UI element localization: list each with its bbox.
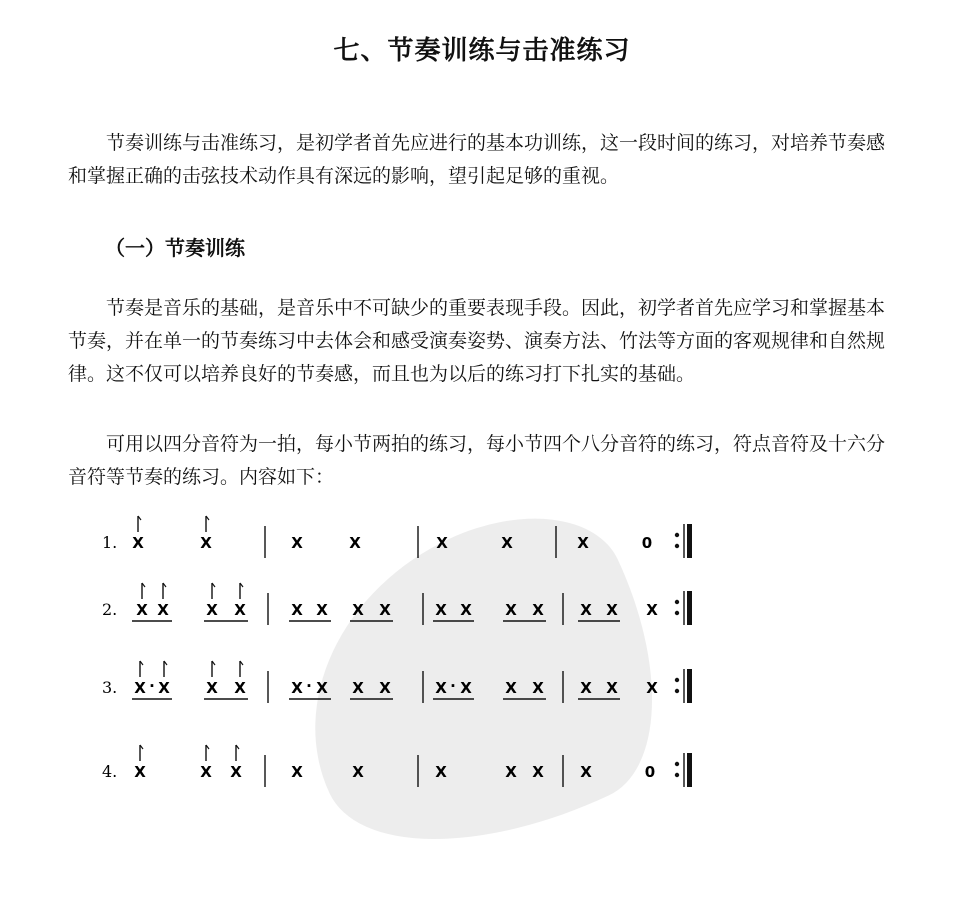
basis-paragraph: 节奏是音乐的基础，是音乐中不可缺少的重要表现手段。因此，初学者首先应学习和掌握基本节奏，并在单一的节奏练习中去体会和感受演奏姿势、演奏方法、竹法等方面的客观规律和自然规律。这不仅可以培养良好的节奏感，而且也为以后的练习打下扎实的基础。 bbox=[68, 297, 886, 385]
rest-zero: 0 bbox=[644, 763, 656, 781]
note-x: X bbox=[352, 679, 364, 697]
repeat-dot bbox=[675, 544, 679, 548]
note-x: X bbox=[157, 601, 169, 619]
note-x: X bbox=[435, 763, 447, 781]
repeat-dot bbox=[675, 762, 679, 766]
note-x: X bbox=[132, 534, 144, 552]
note-x: X bbox=[200, 534, 212, 552]
repeat-dot bbox=[675, 678, 679, 682]
note-x: X bbox=[501, 534, 513, 552]
note-x: X bbox=[158, 679, 170, 697]
note-x: X bbox=[230, 763, 242, 781]
augmentation-dot: · bbox=[149, 677, 155, 695]
note-x: X bbox=[379, 679, 391, 697]
note-x: X bbox=[646, 601, 658, 619]
note-x: X bbox=[316, 679, 328, 697]
note-x: X bbox=[460, 601, 472, 619]
note-x: X bbox=[200, 763, 212, 781]
section-heading: （一）节奏训练 bbox=[105, 236, 245, 260]
augmentation-dot: · bbox=[306, 677, 312, 695]
note-x: X bbox=[206, 679, 218, 697]
note-x: X bbox=[234, 601, 246, 619]
repeat-dot bbox=[675, 600, 679, 604]
repeat-thick-bar bbox=[687, 524, 692, 558]
repeat-thick-bar bbox=[687, 753, 692, 787]
note-x: X bbox=[580, 601, 592, 619]
page-title: 七、节奏训练与击准练习 bbox=[333, 36, 631, 66]
note-x: X bbox=[134, 679, 146, 697]
note-x: X bbox=[532, 679, 544, 697]
note-x: X bbox=[291, 601, 303, 619]
note-x: X bbox=[352, 601, 364, 619]
note-x: X bbox=[460, 679, 472, 697]
note-x: X bbox=[291, 534, 303, 552]
note-x: X bbox=[505, 601, 517, 619]
note-x: X bbox=[580, 763, 592, 781]
note-x: X bbox=[577, 534, 589, 552]
content-paragraph: 可用以四分音符为一拍，每小节两拍的练习，每小节四个八分音符的练习，符点音符及十六分音符等节奏的练习。内容如下： bbox=[68, 433, 886, 488]
exercise-number: 2. bbox=[102, 600, 118, 619]
note-x: X bbox=[580, 679, 592, 697]
exercise-number: 4. bbox=[102, 762, 118, 781]
intro-paragraph: 节奏训练与击准练习，是初学者首先应进行的基本功训练，这一段时间的练习，对培养节奏感和掌握正确的击弦技术动作具有深远的影响，望引起足够的重视。 bbox=[68, 132, 886, 187]
note-x: X bbox=[234, 679, 246, 697]
score-layer bbox=[102, 516, 692, 787]
note-x: X bbox=[291, 763, 303, 781]
note-x: X bbox=[505, 763, 517, 781]
note-x: X bbox=[505, 679, 517, 697]
note-x: X bbox=[379, 601, 391, 619]
note-x: X bbox=[532, 763, 544, 781]
repeat-thick-bar bbox=[687, 669, 692, 703]
note-x: X bbox=[646, 679, 658, 697]
note-x: X bbox=[349, 534, 361, 552]
repeat-dot bbox=[675, 689, 679, 693]
note-x: X bbox=[532, 601, 544, 619]
repeat-dot bbox=[675, 773, 679, 777]
note-x: X bbox=[435, 601, 447, 619]
note-x: X bbox=[436, 534, 448, 552]
repeat-dot bbox=[675, 533, 679, 537]
note-x: X bbox=[136, 601, 148, 619]
rest-zero: 0 bbox=[641, 534, 653, 552]
note-x: X bbox=[134, 763, 146, 781]
exercise-number: 3. bbox=[102, 678, 118, 697]
repeat-thick-bar bbox=[687, 591, 692, 625]
note-x: X bbox=[606, 679, 618, 697]
note-x: X bbox=[606, 601, 618, 619]
exercise-number: 1. bbox=[102, 533, 118, 552]
note-x: X bbox=[435, 679, 447, 697]
augmentation-dot: · bbox=[450, 677, 456, 695]
note-x: X bbox=[316, 601, 328, 619]
repeat-dot bbox=[675, 611, 679, 615]
note-x: X bbox=[291, 679, 303, 697]
note-x: X bbox=[352, 763, 364, 781]
note-x: X bbox=[206, 601, 218, 619]
